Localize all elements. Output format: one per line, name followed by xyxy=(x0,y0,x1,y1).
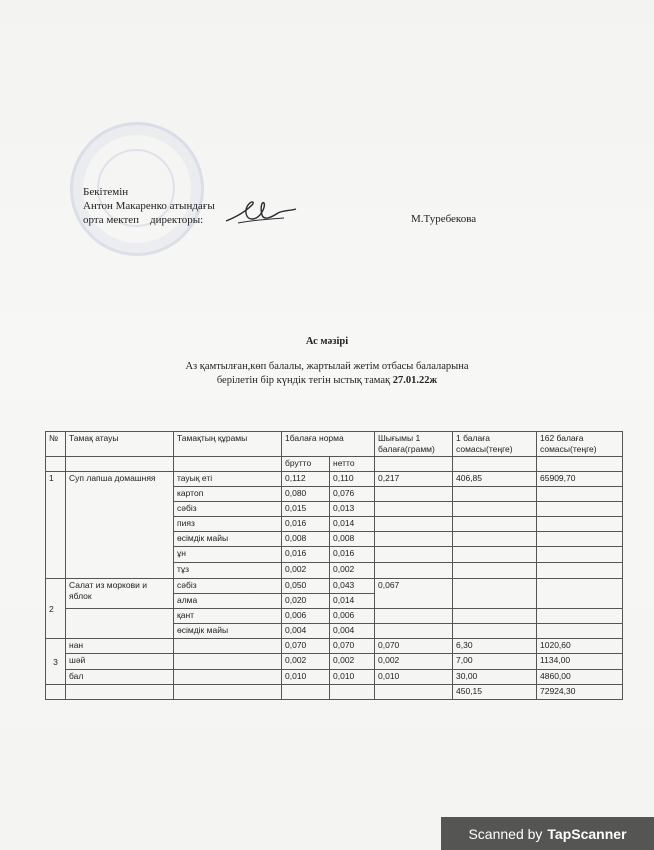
header-gross: брутто xyxy=(282,457,330,472)
cost1-cell: 7,00 xyxy=(453,654,537,670)
gross-cell: 0,020 xyxy=(282,594,330,609)
ingredient-cell: өсімдік майы xyxy=(174,532,282,547)
net-cell: 0,010 xyxy=(330,670,375,685)
ingredient-cell: сәбіз xyxy=(174,502,282,517)
net-cell: 0,014 xyxy=(330,594,375,609)
gross-cell: 0,002 xyxy=(282,654,330,670)
table-row xyxy=(46,639,623,654)
subtitle-line-2 xyxy=(0,375,654,386)
dish-name: шәй xyxy=(66,654,174,670)
net-cell: 0,043 xyxy=(330,579,375,594)
output-cell: 0,010 xyxy=(375,670,453,685)
output-cell: 0,070 xyxy=(375,639,453,654)
scanner-watermark xyxy=(441,817,654,850)
cost162-cell: 65909,70 xyxy=(537,472,623,487)
ingredient-cell: қант xyxy=(174,609,282,624)
header-cost-1: 1 балаға сомасы(теңге) xyxy=(453,432,537,457)
gross-cell: 0,010 xyxy=(282,670,330,685)
net-cell: 0,002 xyxy=(330,654,375,670)
total-cost-1: 450,15 xyxy=(453,685,537,700)
table-row xyxy=(46,472,623,487)
group-no: 1 xyxy=(46,472,66,579)
cost162-cell: 1020,60 xyxy=(537,639,623,654)
gross-cell: 0,006 xyxy=(282,609,330,624)
approval-block xyxy=(83,185,215,227)
dish-name: нан xyxy=(66,639,174,654)
menu-table xyxy=(45,431,623,700)
gross-cell: 0,002 xyxy=(282,563,330,579)
approval-line-2: Антон Макаренко атындағы xyxy=(83,200,215,212)
scanner-brand: TapScanner xyxy=(547,825,627,842)
dish-name: Суп лапша домашняя xyxy=(66,472,174,579)
net-cell: 0,014 xyxy=(330,517,375,532)
output-cell: 0,002 xyxy=(375,654,453,670)
cost1-cell: 30,00 xyxy=(453,670,537,685)
ingredient-cell: алма xyxy=(174,594,282,609)
gross-cell: 0,016 xyxy=(282,547,330,563)
subtitle-line-1: Аз қамтылған,көп балалы, жартылай жетім отбасы балаларына xyxy=(185,361,469,372)
output-cell: 0,217 xyxy=(375,472,453,487)
gross-cell: 0,008 xyxy=(282,532,330,547)
net-cell: 0,006 xyxy=(330,609,375,624)
output-cell: 0,067 xyxy=(375,579,453,609)
header-net: нетто xyxy=(330,457,375,472)
gross-cell: 0,112 xyxy=(282,472,330,487)
gross-cell: 0,080 xyxy=(282,487,330,502)
net-cell: 0,002 xyxy=(330,563,375,579)
header-no: № xyxy=(46,432,66,457)
cost1-cell: 6,30 xyxy=(453,639,537,654)
ingredient-cell: картоп xyxy=(174,487,282,502)
header-composition: Тамақтың құрамы xyxy=(174,432,282,457)
header-row xyxy=(46,432,623,457)
gross-cell: 0,050 xyxy=(282,579,330,594)
header-dish: Тамақ атауы xyxy=(66,432,174,457)
cost162-cell: 4860,00 xyxy=(537,670,623,685)
group-no: 2 xyxy=(46,579,66,639)
gross-cell: 0,015 xyxy=(282,502,330,517)
total-cost-162: 72924,30 xyxy=(537,685,623,700)
director-signature xyxy=(222,197,302,229)
gross-cell: 0,004 xyxy=(282,624,330,639)
cost1-cell: 406,85 xyxy=(453,472,537,487)
gross-cell: 0,016 xyxy=(282,517,330,532)
total-row xyxy=(46,685,623,700)
group-no: 3 xyxy=(46,639,66,685)
net-cell: 0,070 xyxy=(330,639,375,654)
subtitle-text: берілетін бір күндік тегін ыстық тамақ xyxy=(216,375,393,386)
net-cell: 0,008 xyxy=(330,532,375,547)
page-title: Ас мәзірі xyxy=(305,336,349,347)
table-row xyxy=(46,654,623,670)
ingredient-cell: пияз xyxy=(174,517,282,532)
net-cell: 0,016 xyxy=(330,547,375,563)
subheader-row xyxy=(46,457,623,472)
director-name: М.Туребекова xyxy=(411,213,477,225)
ingredient-cell: өсімдік майы xyxy=(174,624,282,639)
scanned-by-label: Scanned by xyxy=(468,825,543,842)
table-row xyxy=(46,609,623,624)
table-row xyxy=(46,670,623,685)
net-cell: 0,004 xyxy=(330,624,375,639)
header-output: Шығымы 1 балаға(грамм) xyxy=(375,432,453,457)
cost162-cell: 1134,00 xyxy=(537,654,623,670)
net-cell: 0,013 xyxy=(330,502,375,517)
ingredient-cell: ұн xyxy=(174,547,282,563)
gross-cell: 0,070 xyxy=(282,639,330,654)
menu-date: 27.01.22ж xyxy=(392,375,438,386)
header-norm: 1балаға норма xyxy=(282,432,375,457)
table-row xyxy=(46,579,623,594)
header-cost-162: 162 балаға сомасы(теңге) xyxy=(537,432,623,457)
approval-line-3: орта мектеп директоры: xyxy=(83,214,204,226)
ingredient-cell: сәбіз xyxy=(174,579,282,594)
ingredient-cell: тұз xyxy=(174,563,282,579)
dish-name: Салат из моркови и яблок xyxy=(66,579,174,609)
approval-line-1: Бекітемін xyxy=(83,186,129,198)
net-cell: 0,110 xyxy=(330,472,375,487)
dish-name: бал xyxy=(66,670,174,685)
ingredient-cell: тауық еті xyxy=(174,472,282,487)
net-cell: 0,076 xyxy=(330,487,375,502)
